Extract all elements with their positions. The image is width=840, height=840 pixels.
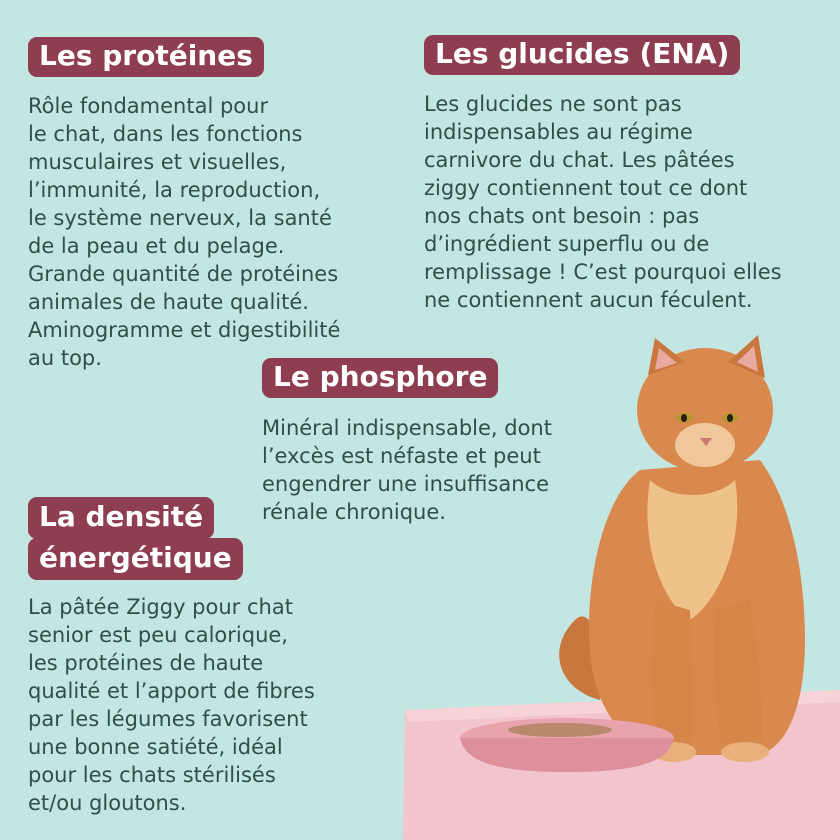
phosphore-line: l’excès est néfaste et peut bbox=[262, 444, 541, 468]
proteines-line: musculaires et visuelles, bbox=[28, 150, 287, 174]
glucides-line: carnivore du chat. Les pâtées bbox=[424, 148, 735, 172]
proteines-line: le système nerveux, la santé bbox=[28, 206, 332, 230]
proteines-title-tag bbox=[28, 37, 264, 77]
proteines-line: animales de haute qualité. bbox=[28, 290, 309, 314]
glucides-title-tag bbox=[424, 35, 740, 75]
densite-line: et/ou gloutons. bbox=[28, 791, 187, 815]
proteines-line: de la peau et du pelage. bbox=[28, 234, 285, 258]
proteines-line: l’immunité, la reproduction, bbox=[28, 178, 321, 202]
phosphore-line: engendrer une insuffisance bbox=[262, 472, 550, 496]
densite-title-tag-line1 bbox=[28, 497, 214, 539]
glucides-line: ziggy contiennent tout ce dont bbox=[424, 176, 748, 200]
proteines-line: le chat, dans les fonctions bbox=[28, 122, 303, 146]
densite-line: qualité et l’apport de fibres bbox=[28, 679, 315, 703]
glucides-line: remplissage ! C’est pourquoi elles bbox=[424, 260, 782, 284]
phosphore-line: Minéral indispensable, dont bbox=[262, 416, 552, 440]
glucides-text bbox=[424, 90, 782, 314]
densite-title-line1: La densité bbox=[39, 500, 204, 533]
densite-line: La pâtée Ziggy pour chat bbox=[28, 595, 293, 619]
densite-title-tag-line2 bbox=[28, 538, 243, 580]
densite-title-line2: énergétique bbox=[39, 541, 232, 574]
proteines-line: Grande quantité de protéines bbox=[28, 262, 339, 286]
densite-line: pour les chats stérilisés bbox=[28, 763, 276, 787]
phosphore-text bbox=[262, 414, 552, 526]
phosphore-title-tag bbox=[262, 358, 498, 398]
glucides-line: Les glucides ne sont pas bbox=[424, 92, 682, 116]
densite-line: senior est peu calorique, bbox=[28, 623, 288, 647]
glucides-line: ne contiennent aucun féculent. bbox=[424, 288, 753, 312]
food-bowl bbox=[460, 718, 674, 772]
proteines-text bbox=[28, 92, 340, 372]
cat-illustration bbox=[559, 335, 805, 762]
proteines-line: Rôle fondamental pour bbox=[28, 94, 269, 118]
glucides-title: Les glucides (ENA) bbox=[435, 37, 730, 70]
densite-line: par les légumes favorisent bbox=[28, 707, 308, 731]
proteines-line: Aminogramme et digestibilité bbox=[28, 318, 341, 342]
glucides-line: indispensables au régime bbox=[424, 120, 693, 144]
phosphore-title: Le phosphore bbox=[273, 360, 488, 393]
proteines-title: Les protéines bbox=[39, 39, 253, 72]
glucides-line: d’ingrédient superflu ou de bbox=[424, 232, 710, 256]
densite-line: les protéines de haute bbox=[28, 651, 264, 675]
densite-text bbox=[28, 593, 315, 817]
densite-line: une bonne satiété, idéal bbox=[28, 735, 283, 759]
glucides-line: nos chats ont besoin : pas bbox=[424, 204, 700, 228]
proteines-line: au top. bbox=[28, 346, 102, 370]
phosphore-line: rénale chronique. bbox=[262, 500, 446, 524]
